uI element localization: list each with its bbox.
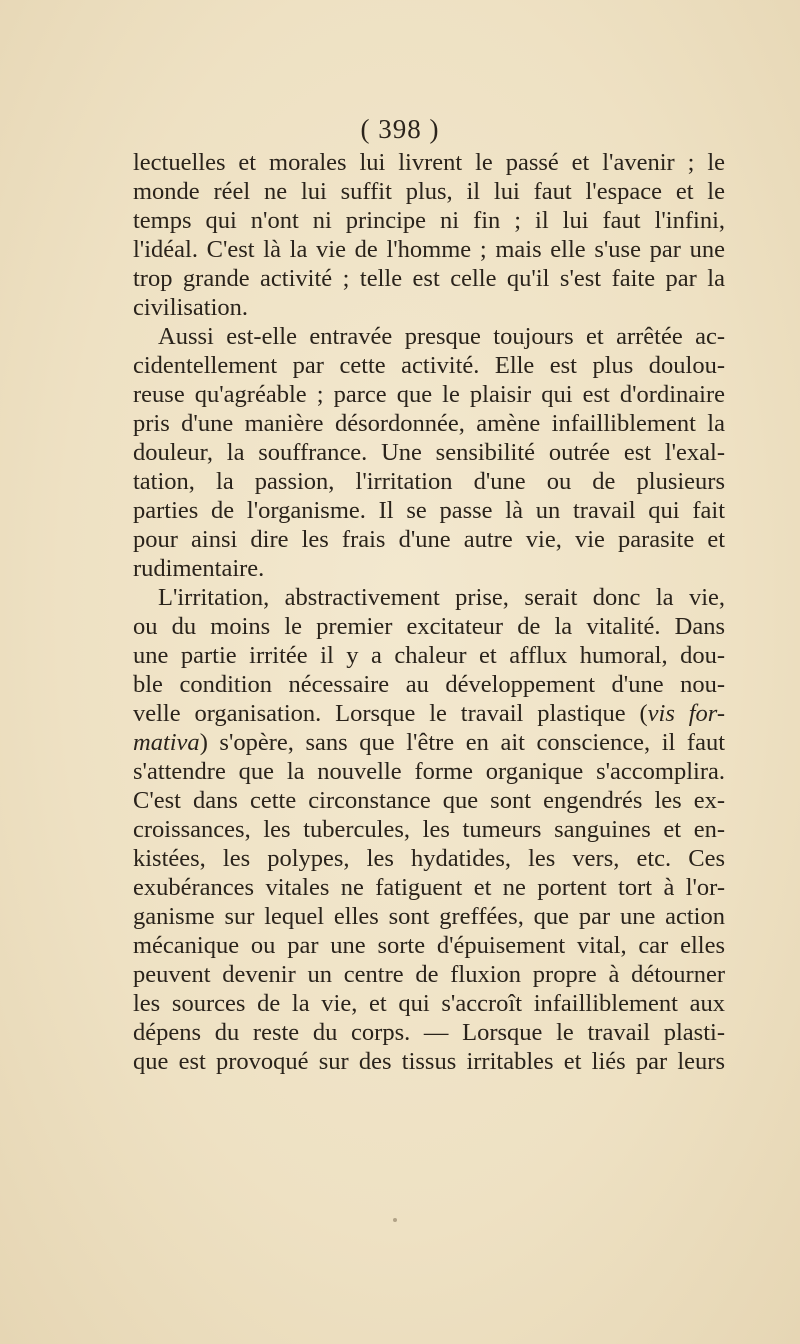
text-line: monde réel ne lui suffit plus, il lui faut l'espace et le bbox=[133, 178, 725, 205]
text-line: C'est dans cette circonstance que sont engendrés les ex- bbox=[133, 787, 725, 814]
text-line: tation, la passion, l'irritation d'une ou de plusieurs bbox=[133, 468, 725, 495]
page-number: ( 398 ) bbox=[360, 114, 440, 144]
body-text bbox=[133, 148, 725, 1076]
text-line: L'irritation, abstractivement prise, serait donc la vie, bbox=[158, 584, 725, 611]
text-line: s'attendre que la nouvelle forme organique s'accomplira. bbox=[133, 758, 725, 785]
text-line: que est provoqué sur des tissus irritables et liés par leurs bbox=[133, 1048, 725, 1075]
text-line: temps qui n'ont ni principe ni fin ; il lui faut l'infini, bbox=[133, 207, 725, 234]
text-line: pris d'une manière désordonnée, amène infailliblement la bbox=[133, 410, 725, 437]
text-line: une partie irritée il y a chaleur et afflux humoral, dou- bbox=[133, 642, 725, 669]
text-line: l'idéal. C'est là la vie de l'homme ; mais elle s'use par une bbox=[133, 236, 725, 263]
text-line: dépens du reste du corps. — Lorsque le travail plasti- bbox=[133, 1019, 725, 1046]
text-line: peuvent devenir un centre de fluxion propre à détourner bbox=[133, 961, 725, 988]
text-line: velle organisation. Lorsque le travail plastique (vis for- bbox=[133, 700, 725, 727]
text-line: civilisation. bbox=[133, 294, 248, 321]
text-line: croissances, les tubercules, les tumeurs sanguines et en- bbox=[133, 816, 725, 843]
text-line: les sources de la vie, et qui s'accroît infailliblement aux bbox=[133, 990, 725, 1017]
text-line: kistées, les polypes, les hydatides, les vers, etc. Ces bbox=[133, 845, 725, 872]
text-line: lectuelles et morales lui livrent le passé et l'avenir ; le bbox=[133, 149, 725, 176]
text-line: ou du moins le premier excitateur de la vitalité. Dans bbox=[133, 613, 725, 640]
text-line: rudimentaire. bbox=[133, 555, 265, 582]
text-line: ganisme sur lequel elles sont greffées, que par une action bbox=[133, 903, 725, 930]
text-line: douleur, la souffrance. Une sensibilité outrée est l'exal- bbox=[133, 439, 725, 466]
text-line: mativa) s'opère, sans que l'être en ait conscience, il faut bbox=[133, 729, 725, 756]
text-line: Aussi est-elle entravée presque toujours et arrêtée ac- bbox=[158, 323, 725, 350]
text-line: pour ainsi dire les frais d'une autre vie, vie parasite et bbox=[133, 526, 725, 553]
text-line: mécanique ou par une sorte d'épuisement vital, car elles bbox=[133, 932, 725, 959]
text-line: parties de l'organisme. Il se passe là un travail qui fait bbox=[133, 497, 725, 524]
text-line: ble condition nécessaire au développement d'une nou- bbox=[133, 671, 725, 698]
paper-speck bbox=[393, 1218, 397, 1222]
text-line: trop grande activité ; telle est celle qu'il s'est faite par la bbox=[133, 265, 725, 292]
text-line: reuse qu'agréable ; parce que le plaisir qui est d'ordinaire bbox=[133, 381, 725, 408]
text-line: exubérances vitales ne fatiguent et ne portent tort à l'or- bbox=[133, 874, 725, 901]
text-line: cidentellement par cette activité. Elle est plus doulou- bbox=[133, 352, 725, 379]
